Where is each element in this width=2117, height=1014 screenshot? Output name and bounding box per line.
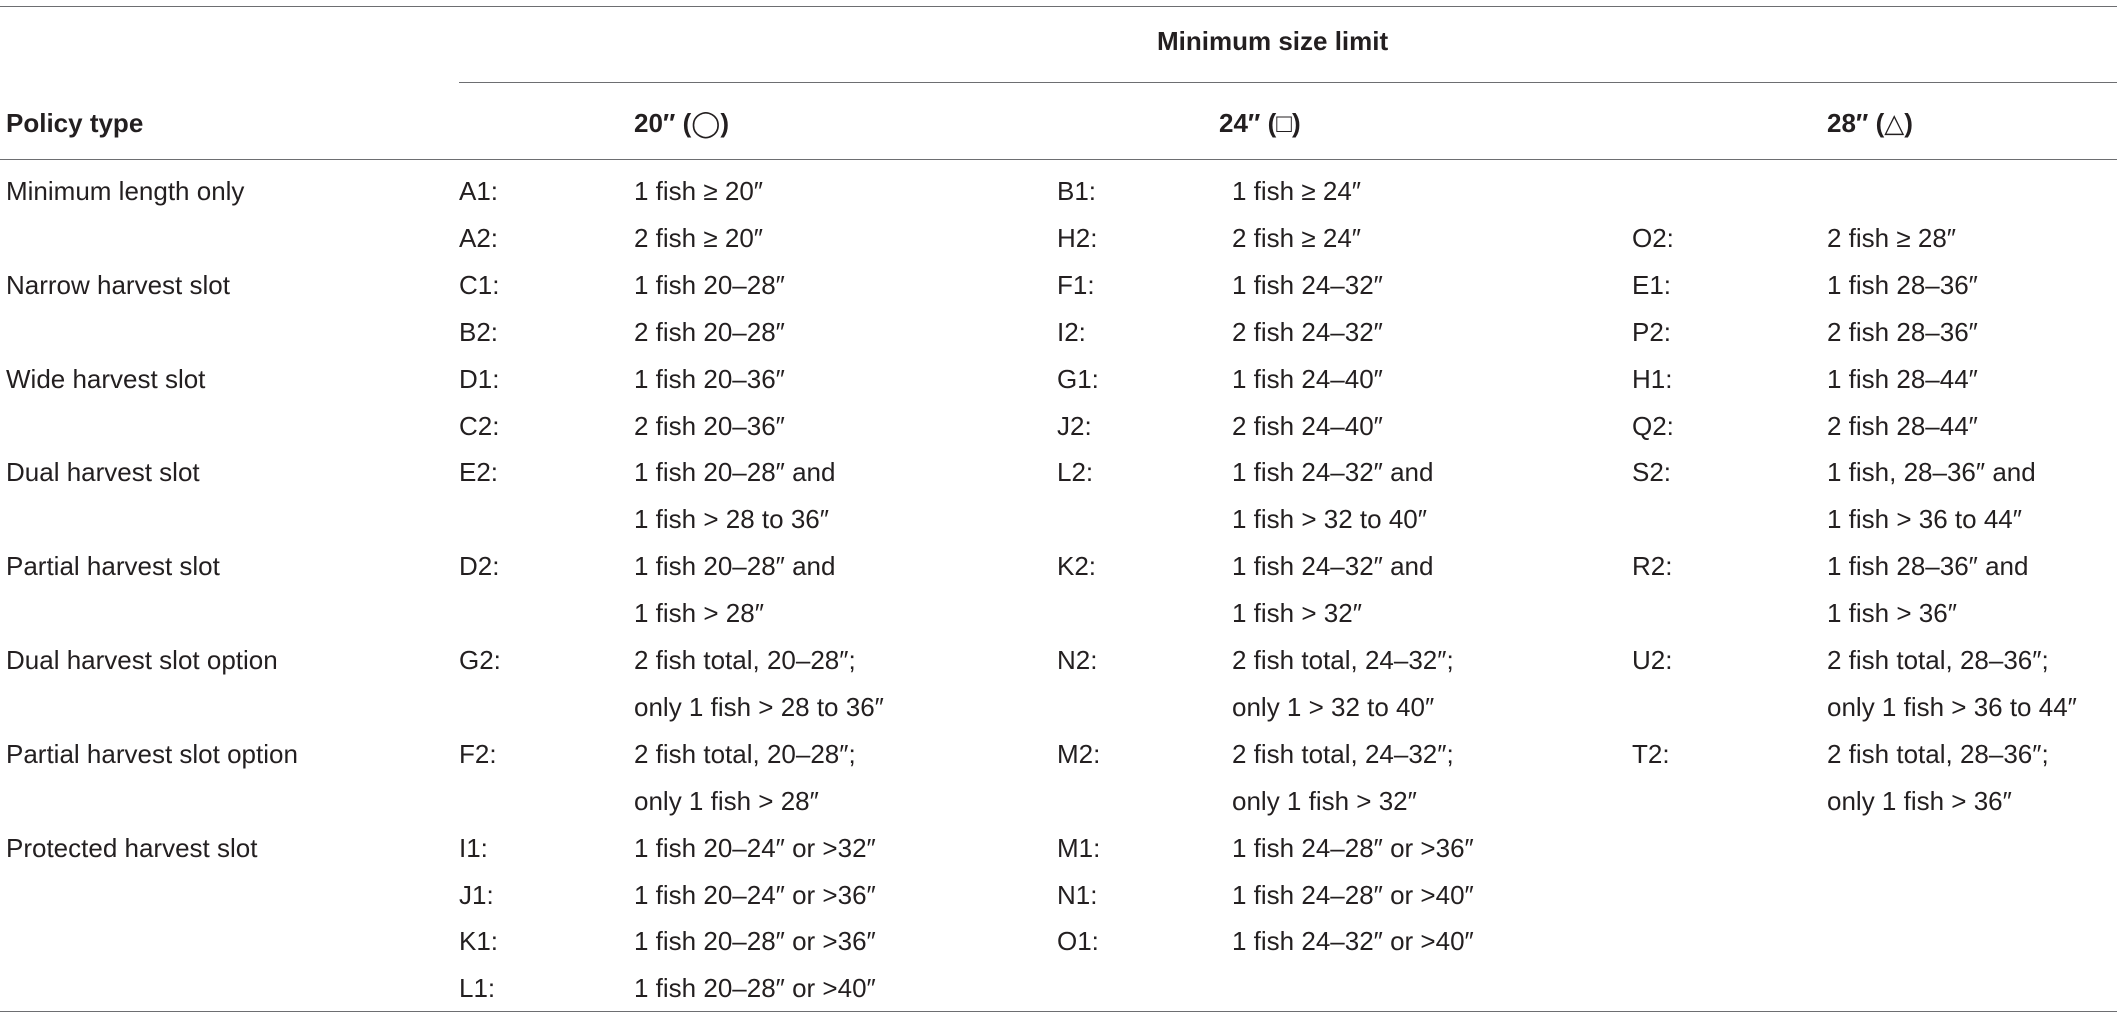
rule-20in-cell: 2 fish ≥ 20″ (634, 222, 763, 253)
code-24in-cell: B1: (1057, 176, 1097, 206)
table-bottom-rule (0, 1011, 2117, 1012)
rule-24in-cell: 2 fish 24–40″ (1232, 410, 1383, 441)
policy-type-cell: Dual harvest slot option (6, 645, 278, 675)
code-20in-cell: A1: (459, 176, 499, 206)
table-row (0, 917, 2117, 964)
rule-20in-cell: 2 fish total, 20–28″; (634, 738, 856, 769)
policy-type-cell: Minimum length only (6, 176, 245, 206)
group-header-rule (459, 82, 2117, 83)
code-28in-cell: H1: (1632, 363, 1673, 394)
rule-24in-cell: 1 fish 24–28″ or >36″ (1232, 832, 1474, 863)
column-header-20in-circle: 20″ (◯) (634, 108, 730, 138)
rule-20in-cell: 1 fish > 28″ (634, 598, 764, 629)
table-row (0, 777, 2117, 824)
code-28in-cell: U2: (1632, 645, 1673, 675)
table-top-rule (0, 6, 2117, 7)
rule-20in-cell: only 1 fish > 28″ (634, 785, 819, 816)
table-row (0, 448, 2117, 495)
code-24in-cell: O1: (1057, 926, 1099, 957)
policy-type-cell: Protected harvest slot (6, 832, 258, 863)
rule-20in-cell: 2 fish total, 20–28″; (634, 645, 856, 675)
code-20in-cell: K1: (459, 926, 499, 957)
table-row (0, 636, 2117, 683)
code-20in-cell: D2: (459, 551, 500, 582)
rule-24in-cell: 1 fish > 32″ (1232, 598, 1362, 629)
rule-24in-cell: 2 fish ≥ 24″ (1232, 222, 1361, 253)
code-20in-cell: E2: (459, 457, 499, 488)
code-20in-cell: C2: (459, 410, 500, 441)
code-28in-cell: E1: (1632, 269, 1672, 300)
code-24in-cell: F1: (1057, 269, 1095, 300)
code-24in-cell: N2: (1057, 645, 1098, 675)
rule-20in-cell: 1 fish ≥ 20″ (634, 176, 763, 206)
rule-20in-cell: 2 fish 20–28″ (634, 316, 785, 347)
rule-24in-cell: 2 fish total, 24–32″; (1232, 738, 1454, 769)
code-20in-cell: D1: (459, 363, 500, 394)
rule-28in-cell: 2 fish ≥ 28″ (1827, 222, 1956, 253)
code-24in-cell: I2: (1057, 316, 1086, 347)
rule-28in-cell: 2 fish total, 28–36″; (1827, 645, 2049, 675)
table-row (0, 167, 2117, 214)
code-20in-cell: B2: (459, 316, 499, 347)
rule-28in-cell: 1 fish, 28–36″ and (1827, 457, 2036, 488)
code-24in-cell: M1: (1057, 832, 1101, 863)
table-row (0, 542, 2117, 589)
code-24in-cell: M2: (1057, 738, 1101, 769)
rule-24in-cell: 1 fish > 32 to 40″ (1232, 504, 1427, 535)
rule-20in-cell: 1 fish > 28 to 36″ (634, 504, 829, 535)
code-28in-cell: O2: (1632, 222, 1674, 253)
rule-24in-cell: 1 fish 24–32″ (1232, 269, 1383, 300)
rule-24in-cell: 2 fish total, 24–32″; (1232, 645, 1454, 675)
code-28in-cell: P2: (1632, 316, 1672, 347)
policy-type-header: Policy type (6, 108, 144, 138)
code-28in-cell: T2: (1632, 738, 1670, 769)
rule-24in-cell: 1 fish ≥ 24″ (1232, 176, 1361, 206)
rule-28in-cell: only 1 fish > 36″ (1827, 785, 2012, 816)
rule-24in-cell: 1 fish 24–32″ or >40″ (1232, 926, 1474, 957)
table-row (0, 871, 2117, 918)
rule-20in-cell: 1 fish 20–36″ (634, 363, 785, 394)
rule-20in-cell: 1 fish 20–28″ (634, 269, 785, 300)
rule-24in-cell: 1 fish 24–40″ (1232, 363, 1383, 394)
table-row (0, 402, 2117, 449)
table-row (0, 308, 2117, 355)
rule-28in-cell: 2 fish 28–36″ (1827, 316, 1978, 347)
column-header-24in-square: 24″ (□) (1219, 108, 1301, 138)
rule-20in-cell: 2 fish 20–36″ (634, 410, 785, 441)
table-row (0, 589, 2117, 636)
rule-24in-cell: only 1 > 32 to 40″ (1232, 691, 1435, 722)
code-24in-cell: K2: (1057, 551, 1097, 582)
rule-28in-cell: 1 fish 28–44″ (1827, 363, 1978, 394)
rule-28in-cell: 1 fish 28–36″ (1827, 269, 1978, 300)
rule-28in-cell: 2 fish total, 28–36″; (1827, 738, 2049, 769)
policy-type-cell: Partial harvest slot (6, 551, 220, 582)
rule-24in-cell: only 1 fish > 32″ (1232, 785, 1417, 816)
policy-type-cell: Wide harvest slot (6, 363, 206, 394)
rule-24in-cell: 1 fish 24–32″ and (1232, 551, 1434, 582)
table-row (0, 261, 2117, 308)
code-20in-cell: L1: (459, 973, 496, 1004)
rule-24in-cell: 2 fish 24–32″ (1232, 316, 1383, 347)
rule-20in-cell: 1 fish 20–28″ and (634, 457, 836, 488)
rule-20in-cell: 1 fish 20–24″ or >32″ (634, 832, 876, 863)
table-row (0, 495, 2117, 542)
rule-28in-cell: 1 fish > 36 to 44″ (1827, 504, 2022, 535)
rule-28in-cell: 1 fish 28–36″ and (1827, 551, 2029, 582)
rule-20in-cell: only 1 fish > 28 to 36″ (634, 691, 884, 722)
rule-28in-cell: only 1 fish > 36 to 44″ (1827, 691, 2077, 722)
minimum-size-limit-header: Minimum size limit (1157, 26, 1389, 56)
code-24in-cell: J2: (1057, 410, 1092, 441)
code-20in-cell: A2: (459, 222, 499, 253)
table-row (0, 964, 2117, 1011)
rule-20in-cell: 1 fish 20–28″ or >40″ (634, 973, 876, 1004)
policy-type-cell: Narrow harvest slot (6, 269, 230, 300)
rule-28in-cell: 1 fish > 36″ (1827, 598, 1957, 629)
rule-24in-cell: 1 fish 24–32″ and (1232, 457, 1434, 488)
column-header-28in-triangle: 28″ (△) (1827, 108, 1913, 138)
table-row (0, 214, 2117, 261)
column-header-rule (0, 159, 2117, 160)
code-20in-cell: F2: (459, 738, 497, 769)
code-24in-cell: G1: (1057, 363, 1099, 394)
code-20in-cell: G2: (459, 645, 501, 675)
policy-type-cell: Partial harvest slot option (6, 738, 298, 769)
table-row (0, 683, 2117, 730)
table-row (0, 355, 2117, 402)
policy-type-cell: Dual harvest slot (6, 457, 200, 488)
code-28in-cell: S2: (1632, 457, 1672, 488)
code-24in-cell: N1: (1057, 879, 1098, 910)
rule-20in-cell: 1 fish 20–28″ or >36″ (634, 926, 876, 957)
code-20in-cell: J1: (459, 879, 494, 910)
code-20in-cell: I1: (459, 832, 488, 863)
code-20in-cell: C1: (459, 269, 500, 300)
table-row (0, 824, 2117, 871)
rule-24in-cell: 1 fish 24–28″ or >40″ (1232, 879, 1474, 910)
rule-20in-cell: 1 fish 20–28″ and (634, 551, 836, 582)
code-28in-cell: Q2: (1632, 410, 1674, 441)
table-row (0, 730, 2117, 777)
code-28in-cell: R2: (1632, 551, 1673, 582)
rule-20in-cell: 1 fish 20–24″ or >36″ (634, 879, 876, 910)
code-24in-cell: L2: (1057, 457, 1094, 488)
rule-28in-cell: 2 fish 28–44″ (1827, 410, 1978, 441)
code-24in-cell: H2: (1057, 222, 1098, 253)
